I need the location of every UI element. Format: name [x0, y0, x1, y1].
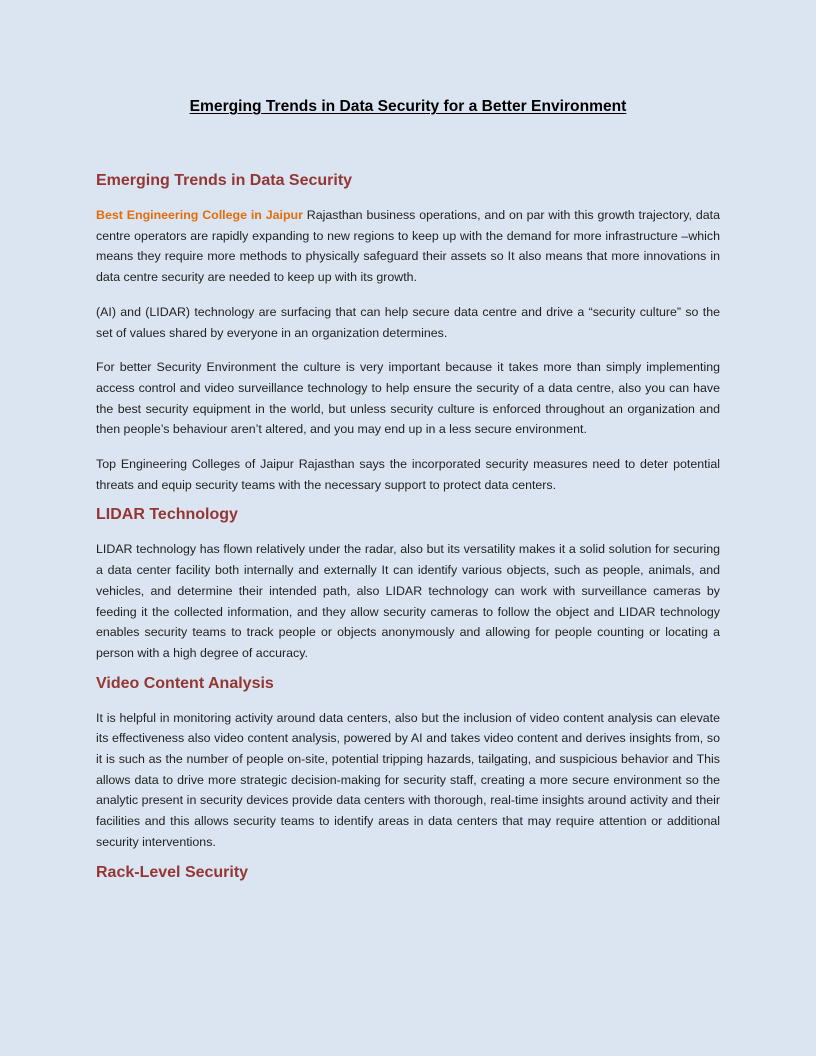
paragraph-intro: [96, 205, 720, 288]
section-heading-video-content-analysis: Video Content Analysis: [96, 674, 274, 692]
paragraph-lidar: LIDAR technology has flown relatively under the radar, also but its versatility makes it a solid solution for securing a data center facility both internally and externally It can identify various objects, such as people, animals, and vehicles, and determine their intended path, also LIDAR technology can work with surveillance cameras by feeding it the collected information, and they allow security cameras to follow the object and LIDAR technology enables security teams to track people or objects anonymously and allowing for people counting or locating a person with a high degree of accuracy.: [96, 542, 720, 660]
paragraph-video-content-analysis: It is helpful in monitoring activity around data centers, also but the inclusion of video content analysis can elevate its effectiveness also video content analysis, powered by AI and takes video content and derives insights from, so it is such as the number of people on-site, potential tripping hazards, tailgating, and suspicious behavior and This allows data to drive more strategic decision-making for security staff, creating a more secure environment so the analytic present in security devices provide data centers with thorough, real-time insights around activity and their facilities and this allows security teams to identify areas in data centers that may require attention or additional security interventions.: [96, 710, 720, 849]
document-title: Emerging Trends in Data Security for a Better Environment: [189, 98, 627, 115]
section-heading-lidar: LIDAR Technology: [96, 506, 238, 524]
document-page: [96, 95, 720, 885]
college-link[interactable]: Best Engineering College in Jaipur: [96, 208, 303, 222]
paragraph-intro-text: Rajasthan business operations, and on par with this growth trajectory, data centre operators are rapidly expanding to new regions to keep up with the demand for more infrastructure –which means they require more methods to physically safeguard their assets so It also means that more innovations in data centre security are needed to keep up with its growth.: [96, 208, 720, 285]
section-heading-rack-level-security: Rack-Level Security: [96, 863, 249, 881]
paragraph-security-culture: For better Security Environment the culture is very important because it takes more than simply implementing access control and video surveillance technology to help ensure the security of a data centre, also you can have the best security equipment in the world, but unless security culture is enforced throughout an organization and then people’s behaviour aren’t altered, and you may end up in a less secure environment.: [96, 360, 720, 437]
section-heading-emerging-trends: Emerging Trends in Data Security: [96, 172, 353, 189]
paragraph-security-measures: Top Engineering Colleges of Jaipur Rajasthan says the incorporated security measures need to deter potential threats and equip security teams with the necessary support to protect data centers.: [96, 457, 720, 492]
paragraph-ai-lidar: (AI) and (LIDAR) technology are surfacing that can help secure data centre and drive a “security culture” so the set of values shared by everyone in an organization determines.: [96, 304, 720, 340]
